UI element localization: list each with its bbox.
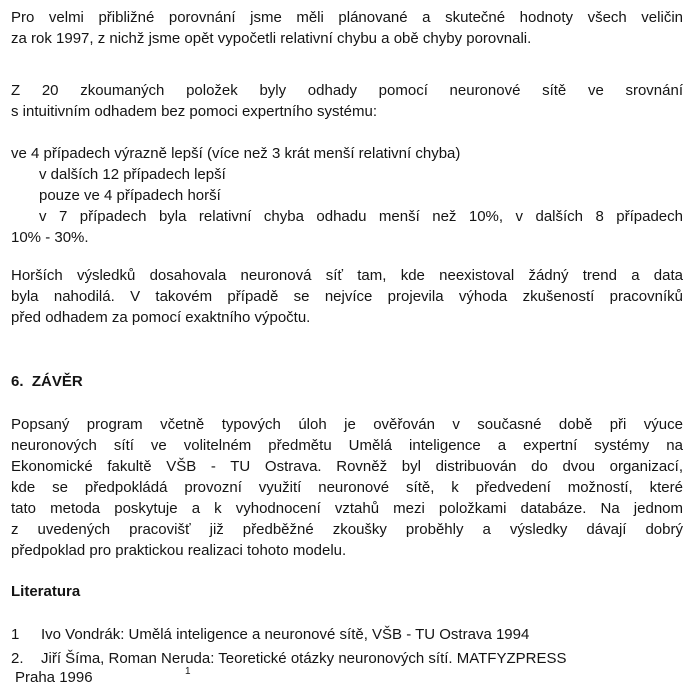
list-item: v dalších 12 případech lepší [39, 166, 226, 183]
section-title: ZÁVĚR [31, 373, 83, 390]
paragraph-line: tato metoda poskytuje a k vyhodnocení vztahů mezi položkami databáze. Na jednom [11, 500, 683, 517]
paragraph-line: neuronových sítí ve volitelném předmětu Umělá inteligence a expertní systémy na [11, 437, 683, 454]
paragraph-worse-results [11, 265, 683, 328]
paragraph-line: za rok 1997, z nichž jsme opět vypočetli relativní chybu a obě chyby porovnali. [11, 30, 532, 47]
paragraph-comparison-intro [11, 7, 683, 49]
reference-item [11, 648, 683, 669]
reference-item-continuation [15, 667, 687, 688]
literature-heading: Literatura [11, 583, 81, 600]
reference-text: Jiří Šíma, Roman Neruda: Teoretické otázky neuronových sítí. MATFYZPRESS [41, 650, 567, 667]
reference-number: 2. [11, 650, 24, 667]
paragraph-line: Popsaný program včetně typových úloh je ověřován v současné době při výuce [11, 416, 683, 433]
paragraph-line: kde se předpokládá provozní využití neuronové sítě, k předvedení možností, které [11, 479, 683, 496]
list-item: ve 4 případech výrazně lepší (více než 3 krát menší relativní chyba) [11, 145, 461, 162]
paragraph-line: s intuitivním odhadem bez pomoci expertního systému: [11, 103, 378, 120]
list-item: pouze ve 4 případech horší [39, 187, 221, 204]
list-item-continuation: 10% - 30%. [11, 229, 89, 246]
paragraph-line: předpoklad pro praktickou realizaci tohoto modelu. [11, 542, 347, 559]
reference-number: 1 [11, 626, 20, 643]
paragraph-line: před odhadem za pomocí exaktního výpočtu. [11, 309, 311, 326]
paragraph-line: Pro velmi přibližné porovnání jsme měli plánované a skutečné hodnoty všech veličin [11, 9, 683, 26]
reference-text: Praha 1996 [15, 669, 93, 686]
paragraph-line: Z 20 zkoumaných položek byly odhady pomocí neuronové sítě ve srovnání [11, 82, 683, 99]
paragraph-results-summary [11, 80, 683, 122]
section-number: 6. [11, 373, 24, 390]
paragraph-conclusion [11, 414, 683, 561]
results-list [11, 143, 683, 248]
paragraph-line: Horších výsledků dosahovala neuronová síť tam, kde neexistoval žádný trend a data [11, 267, 683, 284]
paragraph-line: z uvedených pracovišť již předběžné zkoušky proběhly a výsledky dávají dobrý [11, 521, 683, 538]
list-item: v 7 případech byla relativní chyba odhadu menší než 10%, v dalších 8 případech [39, 208, 683, 225]
section-heading [11, 371, 83, 392]
paragraph-line: Ekonomické fakultě VŠB - TU Ostrava. Rovněž byl distribuován do dvou organizací, [11, 458, 683, 475]
reference-text: Ivo Vondrák: Umělá inteligence a neuronové sítě, VŠB - TU Ostrava 1994 [41, 626, 530, 643]
reference-item [11, 624, 683, 645]
page-mark: 1 [185, 666, 191, 677]
paragraph-line: byla nahodilá. V takovém případě se nejvíce projevila výhoda zkušeností pracovníků [11, 288, 683, 305]
